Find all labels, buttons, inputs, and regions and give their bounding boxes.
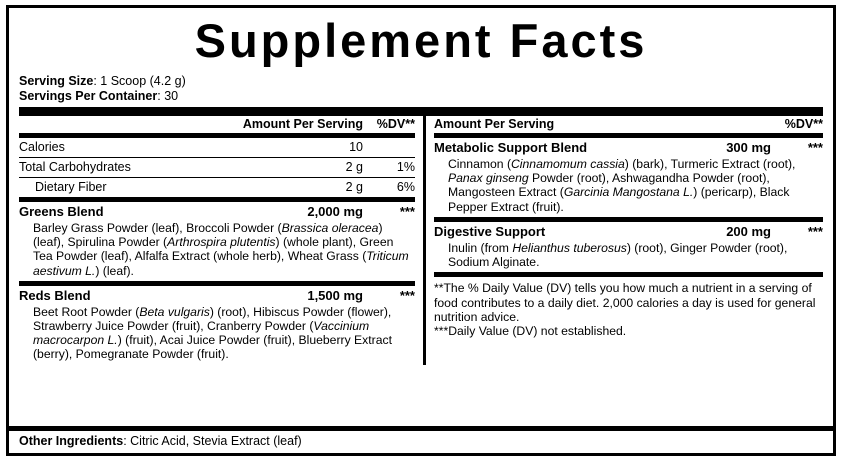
amount-per-serving-header-left: Amount Per Serving xyxy=(242,117,363,131)
nutrient-name: Dietary Fiber xyxy=(35,180,107,194)
blend-ingredients: Inulin (from Helianthus tuberosus) (root), Ginger Powder (root), Sodium Alginate. xyxy=(448,240,788,270)
panel-border xyxy=(6,5,836,456)
serving-size-value: : 1 Scoop (4.2 g) xyxy=(93,74,186,88)
blend-name: Greens Blend xyxy=(19,204,104,219)
servings-per-container-value: : 30 xyxy=(157,88,179,103)
servings-per-container-row xyxy=(19,89,823,104)
footnote-daily-value xyxy=(434,277,823,339)
nutrient-amount: 2 g xyxy=(345,160,363,174)
blend-ingredients: Beet Root Powder (Beta vulgaris) (root), Hibiscus Powder (flower), Strawberry Juice Powder (fruit), Cranberry Powder (Vaccinium macrocarpon L.) (fruit), Acai Juice Powder (fruit), Blueberry Extract (berry), Pomegranate Powder (fruit). xyxy=(33,304,392,362)
page-title: Supplement Facts xyxy=(194,14,648,67)
blend-ingredients: Cinnamon (Cinnamomum cassia) (bark), Turmeric Extract (root), Panax ginseng Powder (root), Ashwagandha Powder (root), Mangosteen Extract (Garcinia Mangostana L.) (pericarp), Black Pepper Extract (fruit). xyxy=(448,157,796,214)
blend-header xyxy=(434,138,823,157)
blend-dv: *** xyxy=(399,204,415,219)
nutrient-row xyxy=(19,158,415,177)
blend-header xyxy=(19,286,415,305)
right-column-header xyxy=(434,116,823,133)
right-blends xyxy=(434,138,823,272)
dv-header-right: %DV** xyxy=(784,117,823,131)
left-column xyxy=(19,116,423,365)
other-ingredients-label: Other Ingredients xyxy=(19,434,124,448)
left-blends xyxy=(19,202,415,365)
blend-ingredients: Barley Grass Powder (leaf), Broccoli Powder (Brassica oleracea) (leaf), Spirulina Powder (Arthrospira plutentis) (whole plant), Green Tea Powder (leaf), Alfalfa Extract (whole herb), Wheat Grass (Triticum aestivum L.) (leaf). xyxy=(33,221,409,278)
other-ingredients-value: : Citric Acid, Stevia Extract (leaf) xyxy=(123,434,302,448)
blend-header xyxy=(434,222,823,241)
blend-dv: *** xyxy=(807,140,823,155)
blend-amount: 300 mg xyxy=(726,140,771,155)
blend-name: Metabolic Support Blend xyxy=(434,140,588,155)
blend-amount: 1,500 mg xyxy=(307,287,363,303)
footnote-star-text: ***Daily Value (DV) not established. xyxy=(434,324,627,339)
serving-info xyxy=(19,74,823,103)
blend-amount: 2,000 mg xyxy=(307,204,363,219)
nutrient-amount: 10 xyxy=(349,140,363,154)
blend-header xyxy=(19,202,415,221)
other-ingredients xyxy=(19,434,823,449)
left-nutrient-rows xyxy=(19,138,415,197)
footnote-dv-text: **The % Daily Value (DV) tells you how much a nutrient in a serving of food contributes to a daily diet. 2,000 calories a day is used for general nutrition advice. xyxy=(434,281,816,325)
divider-bottom xyxy=(9,426,833,431)
nutrient-name: Total Carbohydrates xyxy=(19,160,131,174)
blend-dv: *** xyxy=(807,223,823,239)
nutrient-name: Calories xyxy=(19,140,65,154)
divider-thick-top xyxy=(19,107,823,116)
blend-name: Digestive Support xyxy=(434,223,546,239)
nutrient-dv: 6% xyxy=(396,180,415,194)
nutrient-dv: 1% xyxy=(396,160,415,174)
servings-per-container-label: Servings Per Container xyxy=(19,88,158,103)
blend-dv: *** xyxy=(399,287,415,303)
columns-wrapper xyxy=(19,116,823,365)
serving-size-label: Serving Size xyxy=(19,74,94,88)
nutrient-amount: 2 g xyxy=(345,180,363,194)
nutrient-row xyxy=(19,178,415,197)
right-column xyxy=(426,116,823,365)
nutrient-row xyxy=(19,138,415,157)
dv-header-left: %DV** xyxy=(376,117,415,131)
left-column-header xyxy=(19,116,415,133)
blend-name: Reds Blend xyxy=(19,287,91,303)
amount-per-serving-header-right: Amount Per Serving xyxy=(434,117,555,131)
serving-size-row xyxy=(19,74,823,89)
blend-amount: 200 mg xyxy=(726,223,771,239)
